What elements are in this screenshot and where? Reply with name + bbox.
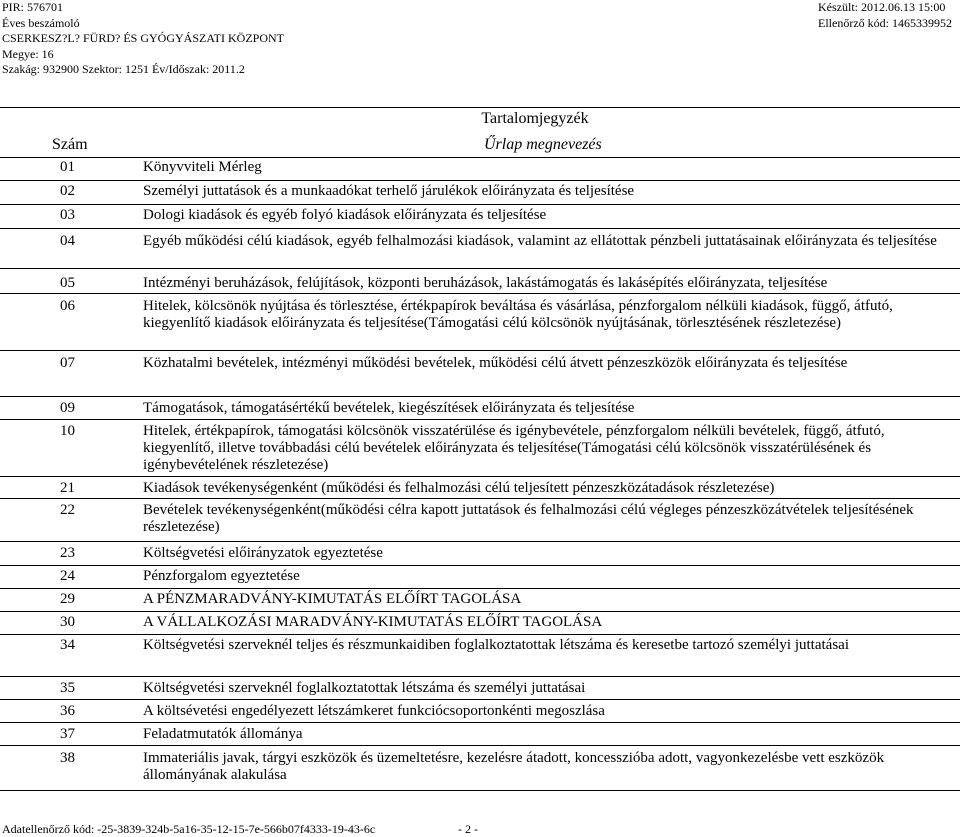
row-divider <box>0 268 960 269</box>
top-rule <box>0 107 960 108</box>
form-number: 22 <box>60 502 75 518</box>
form-name: Kiadások tevékenységenként (működési és felhalmozási célú teljesített pénzeszközátadások részletezése) <box>143 480 775 496</box>
row-divider <box>0 790 960 791</box>
form-number: 07 <box>60 355 75 371</box>
check-code: Ellenőrző kód: 1465339952 <box>818 15 952 30</box>
form-name: Közhatalmi bevételek, intézményi működési bevételek, működési célú átvett pénzeszközök előirányzata és teljesítése <box>143 355 848 371</box>
form-number: 09 <box>60 400 75 416</box>
form-name: Könyvviteli Mérleg <box>143 159 262 175</box>
form-number: 24 <box>60 568 75 584</box>
form-number: 06 <box>60 298 75 314</box>
sector-label: Szakág: 932900 Szektor: 1251 Év/Időszak: 2011.2 <box>2 62 245 76</box>
form-name: A költsévetési engedélyezett létszámkeret funkciócsoportonkénti megoszlása <box>143 703 605 719</box>
form-number: 10 <box>60 423 75 439</box>
row-divider <box>0 745 960 746</box>
form-number: 04 <box>60 233 75 249</box>
form-number: 05 <box>60 275 75 291</box>
row-divider <box>0 476 960 477</box>
row-divider <box>0 676 960 677</box>
form-name: Költségvetési szerveknél foglalkoztatottak létszáma és személyi juttatásai <box>143 680 586 696</box>
document-header-right <box>818 0 952 31</box>
row-divider <box>0 204 960 205</box>
form-number: 23 <box>60 545 75 561</box>
row-divider <box>0 228 960 229</box>
row-divider <box>0 180 960 181</box>
form-name: Bevételek tevékenységenként(működési célra kapott juttatások és felhalmozási célú végleges pénzeszközátvételek teljesítésének részletezése) <box>143 502 914 535</box>
form-name: Intézményi beruházások, felújítások, központi beruházások, lakástámogatás és lakásépítés előirányzata, teljesítése <box>143 275 828 291</box>
row-divider <box>0 396 960 397</box>
row-divider <box>0 498 960 499</box>
county-label: Megye: 16 <box>2 46 54 61</box>
row-divider <box>0 350 960 351</box>
form-name: Immateriális javak, tárgyi eszközök és üzemeltetésre, kezelésre átadott, koncesszióba adott, vagyonkezelésbe vett eszközök állományának alakulása <box>143 750 885 783</box>
row-divider <box>0 611 960 612</box>
row-divider <box>0 588 960 589</box>
form-name: Hitelek, értékpapírok, támogatási kölcsönök visszatérülése és igénybevétele, pénzforgalom nélküli bevételek, függő, átfutó, kiegyenlítő, illetve továbbadási célú bevételek előirányzata és teljesítése(Támogatási célú kölcsönök visszatérülésének és igénybevételének részletezése) <box>143 423 885 473</box>
row-divider <box>0 722 960 723</box>
pir-label: PIR: 576701 <box>2 0 64 14</box>
report-type: Éves beszámoló <box>2 15 80 30</box>
form-name: Személyi juttatások és a munkaadókat terhelő járulékok előirányzata és teljesítése <box>143 183 635 199</box>
form-name: A PÉNZMARADVÁNY-KIMUTATÁS ELŐÍRT TAGOLÁSA <box>143 591 522 607</box>
document-header-left <box>2 0 284 78</box>
form-name: Feladatmutatók állománya <box>143 726 303 742</box>
row-divider <box>0 634 960 635</box>
form-name: Dologi kiadások és egyéb folyó kiadások előirányzata és teljesítése <box>143 207 547 223</box>
column-header-number: Szám <box>52 136 88 153</box>
created-timestamp: Készült: 2012.06.13 15:00 <box>818 0 946 14</box>
form-number: 34 <box>60 637 75 653</box>
form-number: 02 <box>60 183 75 199</box>
footer-check-code: Adatellenőrző kód: -25-3839-324b-5a16-35-12-15-7e-566b07f4333-19-43-6c <box>2 822 376 836</box>
form-name: Költségvetési szerveknél teljes és részmunkaidiben foglalkoztatottak létszáma és keresetbe tartozó személyi juttatásai <box>143 637 849 653</box>
row-divider <box>0 157 960 158</box>
form-name: Támogatások, támogatásértékű bevételek, kiegészítések előirányzata és teljesítése <box>143 400 635 416</box>
form-number: 03 <box>60 207 75 223</box>
toc-title: Tartalomjegyzék <box>481 110 589 127</box>
column-header-name: Űrlap megnevezés <box>484 136 602 153</box>
form-number: 36 <box>60 703 75 719</box>
institution-name: CSERKESZ?L? FÜRD? ÉS GYÓGYÁSZATI KÖZPONT <box>2 31 284 45</box>
form-number: 30 <box>60 614 75 630</box>
row-divider <box>0 699 960 700</box>
form-number: 21 <box>60 480 75 496</box>
form-number: 37 <box>60 726 75 742</box>
row-divider <box>0 541 960 542</box>
row-divider <box>0 293 960 294</box>
form-name: Hitelek, kölcsönök nyújtása és törlesztése, értékpapírok beváltása és vásárlása, pénzforgalom nélküli kiadások, függő, átfutó, kiegyenlítő kiadások előirányzata és teljesítése(Támogatási célú kölcsönök nyújtásának, törlesztésének részletezése) <box>143 298 893 331</box>
form-number: 29 <box>60 591 75 607</box>
page-number: - 2 - <box>458 822 478 836</box>
row-divider <box>0 419 960 420</box>
row-divider <box>0 565 960 566</box>
form-name: A VÁLLALKOZÁSI MARADVÁNY-KIMUTATÁS ELŐÍRT TAGOLÁSA <box>143 614 603 630</box>
form-number: 35 <box>60 680 75 696</box>
form-number: 01 <box>60 159 75 175</box>
form-number: 38 <box>60 750 75 766</box>
form-name: Egyéb működési célú kiadások, egyéb felhalmozási kiadások, valamint az ellátottak pénzbeli juttatásainak előirányzata és teljesítése <box>143 233 937 249</box>
form-name: Pénzforgalom egyeztetése <box>143 568 300 584</box>
form-name: Költségvetési előirányzatok egyeztetése <box>143 545 383 561</box>
